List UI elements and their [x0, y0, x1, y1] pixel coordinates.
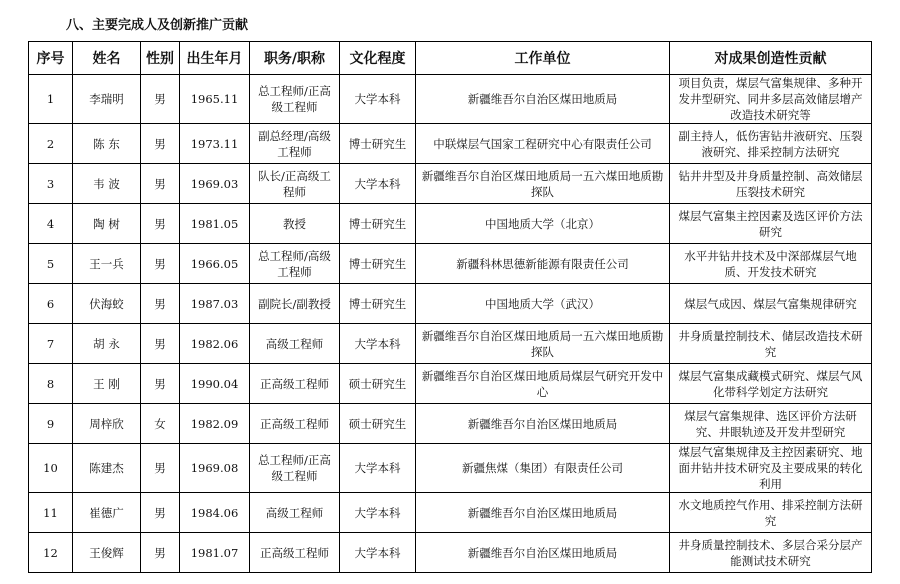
cell-gender: 男	[141, 164, 180, 204]
cell-gender: 男	[141, 244, 180, 284]
cell-name: 陶 树	[73, 204, 141, 244]
cell-education: 大学本科	[340, 533, 416, 573]
cell-name: 陈建杰	[73, 444, 141, 493]
cell-no: 7	[29, 324, 73, 364]
cell-gender: 男	[141, 75, 180, 124]
cell-education: 博士研究生	[340, 284, 416, 324]
col-header-name: 姓名	[73, 42, 141, 75]
cell-no: 4	[29, 204, 73, 244]
cell-education: 大学本科	[340, 75, 416, 124]
cell-birth: 1969.03	[180, 164, 250, 204]
cell-gender: 男	[141, 444, 180, 493]
cell-contribution: 煤层气富集成藏模式研究、煤层气风化带科学划定方法研究	[670, 364, 872, 404]
cell-unit: 新疆维吾尔自治区煤田地质局一五六煤田地质勘探队	[416, 324, 670, 364]
cell-title: 正高级工程师	[250, 404, 340, 444]
cell-contribution: 水平井钻井技术及中深部煤层气地质、开发技术研究	[670, 244, 872, 284]
cell-contribution: 项目负责，煤层气富集规律、多种开发井型研究、同井多层高效储层增产改造技术研究等	[670, 75, 872, 124]
cell-education: 大学本科	[340, 493, 416, 533]
cell-title: 副总经理/高级工程师	[250, 124, 340, 164]
cell-name: 李瑞明	[73, 75, 141, 124]
cell-birth: 1987.03	[180, 284, 250, 324]
cell-no: 11	[29, 493, 73, 533]
cell-unit: 中国地质大学（北京）	[416, 204, 670, 244]
cell-gender: 男	[141, 124, 180, 164]
table-header-row	[29, 42, 872, 75]
cell-birth: 1982.09	[180, 404, 250, 444]
cell-education: 大学本科	[340, 444, 416, 493]
cell-unit: 新疆维吾尔自治区煤田地质局	[416, 75, 670, 124]
cell-unit: 新疆科林思德新能源有限责任公司	[416, 244, 670, 284]
cell-unit: 中联煤层气国家工程研究中心有限责任公司	[416, 124, 670, 164]
cell-title: 总工程师/正高级工程师	[250, 444, 340, 493]
cell-title: 总工程师/正高级工程师	[250, 75, 340, 124]
table-row	[29, 404, 872, 444]
cell-name: 王俊辉	[73, 533, 141, 573]
cell-gender: 男	[141, 204, 180, 244]
cell-name: 陈 东	[73, 124, 141, 164]
table-row	[29, 533, 872, 573]
table-row	[29, 124, 872, 164]
cell-no: 12	[29, 533, 73, 573]
col-header-birth: 出生年月	[180, 42, 250, 75]
cell-birth: 1973.11	[180, 124, 250, 164]
cell-contribution: 井身质量控制技术、储层改造技术研究	[670, 324, 872, 364]
table-row	[29, 324, 872, 364]
cell-gender: 男	[141, 324, 180, 364]
table-row	[29, 204, 872, 244]
cell-unit: 新疆维吾尔自治区煤田地质局	[416, 493, 670, 533]
cell-name: 韦 波	[73, 164, 141, 204]
cell-contribution: 煤层气富集规律及主控因素研究、地面井钻井技术研究及主要成果的转化利用	[670, 444, 872, 493]
cell-no: 9	[29, 404, 73, 444]
cell-title: 总工程师/高级工程师	[250, 244, 340, 284]
cell-no: 10	[29, 444, 73, 493]
cell-education: 大学本科	[340, 164, 416, 204]
cell-contribution: 井身质量控制技术、多层合采分层产能测试技术研究	[670, 533, 872, 573]
cell-no: 6	[29, 284, 73, 324]
cell-birth: 1990.04	[180, 364, 250, 404]
cell-title: 副院长/副教授	[250, 284, 340, 324]
cell-gender: 男	[141, 533, 180, 573]
col-header-no: 序号	[29, 42, 73, 75]
cell-title: 高级工程师	[250, 324, 340, 364]
cell-name: 王一兵	[73, 244, 141, 284]
table-row	[29, 164, 872, 204]
cell-birth: 1965.11	[180, 75, 250, 124]
col-header-gender: 性别	[141, 42, 180, 75]
cell-education: 博士研究生	[340, 244, 416, 284]
table-row	[29, 493, 872, 533]
cell-birth: 1981.05	[180, 204, 250, 244]
cell-no: 2	[29, 124, 73, 164]
cell-birth: 1981.07	[180, 533, 250, 573]
cell-unit: 新疆维吾尔自治区煤田地质局	[416, 533, 670, 573]
cell-birth: 1984.06	[180, 493, 250, 533]
cell-no: 5	[29, 244, 73, 284]
table-row	[29, 244, 872, 284]
cell-name: 胡 永	[73, 324, 141, 364]
cell-name: 伏海蛟	[73, 284, 141, 324]
cell-contribution: 水文地质控气作用、排采控制方法研究	[670, 493, 872, 533]
cell-title: 高级工程师	[250, 493, 340, 533]
cell-education: 博士研究生	[340, 204, 416, 244]
cell-contribution: 副主持人，低伤害钻井液研究、压裂液研究、排采控制方法研究	[670, 124, 872, 164]
section-title: 八、主要完成人及创新推广贡献	[66, 18, 249, 33]
cell-gender: 男	[141, 493, 180, 533]
cell-title: 队长/正高级工程师	[250, 164, 340, 204]
col-header-contribution: 对成果创造性贡献	[670, 42, 872, 75]
cell-title: 教授	[250, 204, 340, 244]
cell-no: 8	[29, 364, 73, 404]
cell-education: 大学本科	[340, 324, 416, 364]
cell-unit: 中国地质大学（武汉）	[416, 284, 670, 324]
cell-unit: 新疆维吾尔自治区煤田地质局一五六煤田地质勘探队	[416, 164, 670, 204]
cell-title: 正高级工程师	[250, 364, 340, 404]
cell-birth: 1966.05	[180, 244, 250, 284]
cell-contribution: 钻井井型及井身质量控制、高效储层压裂技术研究	[670, 164, 872, 204]
table-row	[29, 364, 872, 404]
cell-contribution: 煤层气富集规律、选区评价方法研究、井眼轨迹及开发井型研究	[670, 404, 872, 444]
cell-education: 硕士研究生	[340, 404, 416, 444]
cell-unit: 新疆焦煤（集团）有限责任公司	[416, 444, 670, 493]
cell-no: 3	[29, 164, 73, 204]
col-header-unit: 工作单位	[416, 42, 670, 75]
cell-contribution: 煤层气成因、煤层气富集规律研究	[670, 284, 872, 324]
table-row	[29, 284, 872, 324]
col-header-education: 文化程度	[340, 42, 416, 75]
cell-gender: 男	[141, 284, 180, 324]
cell-contribution: 煤层气富集主控因素及选区评价方法研究	[670, 204, 872, 244]
cell-unit: 新疆维吾尔自治区煤田地质局	[416, 404, 670, 444]
cell-education: 博士研究生	[340, 124, 416, 164]
cell-education: 硕士研究生	[340, 364, 416, 404]
cell-gender: 女	[141, 404, 180, 444]
cell-birth: 1969.08	[180, 444, 250, 493]
col-header-title: 职务/职称	[250, 42, 340, 75]
table-row	[29, 75, 872, 124]
contributors-table	[28, 41, 872, 573]
cell-title: 正高级工程师	[250, 533, 340, 573]
cell-unit: 新疆维吾尔自治区煤田地质局煤层气研究开发中心	[416, 364, 670, 404]
cell-name: 王 刚	[73, 364, 141, 404]
cell-birth: 1982.06	[180, 324, 250, 364]
cell-no: 1	[29, 75, 73, 124]
cell-name: 周梓欣	[73, 404, 141, 444]
cell-gender: 男	[141, 364, 180, 404]
table-row	[29, 444, 872, 493]
cell-name: 崔德广	[73, 493, 141, 533]
